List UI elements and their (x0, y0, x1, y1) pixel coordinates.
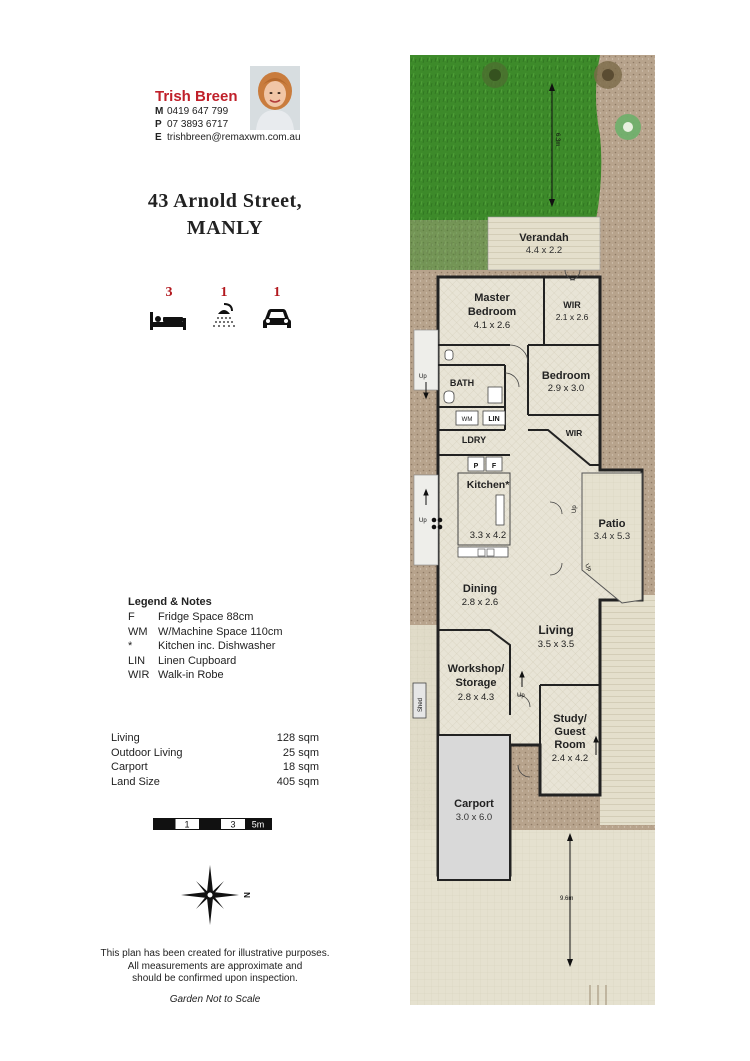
room-size: 4.1 x 2.6 (473, 320, 511, 331)
garden-note: Garden Not to Scale (169, 994, 261, 1005)
disclaimer-line: This plan has been created for illustrative purposes. (100, 948, 330, 959)
room-name: WIR (563, 300, 581, 310)
room-name: Verandah (519, 232, 569, 244)
room-size: 4.4 x 2.2 (525, 245, 563, 256)
legend-item: * Kitchen inc. Dishwasher (128, 640, 276, 653)
room-name: Workshop/ (447, 663, 505, 675)
room-name: Patio (598, 518, 626, 530)
room-size: 2.1 x 2.6 (555, 312, 589, 322)
area-row: Land Size 405 sqm (111, 775, 319, 788)
agent-name: Trish Breen (155, 88, 238, 105)
room-name: Guest (554, 726, 586, 738)
room-name: F (491, 463, 497, 470)
tree-icon (594, 61, 622, 89)
room-name: P (473, 463, 479, 470)
stair-label: Up (572, 505, 578, 513)
room-size: 2.4 x 4.2 (551, 753, 589, 764)
room-name: WIR (565, 428, 583, 438)
agent-mobile: M 0419 647 799 (155, 106, 229, 117)
tree-icon (615, 114, 641, 140)
room-name: Room (554, 739, 586, 751)
room-size: 2.8 x 2.6 (461, 597, 499, 608)
room-size: 2.8 x 4.3 (457, 692, 495, 703)
scale-label: 1 (184, 819, 190, 830)
legend-item: LIN Linen Cupboard (128, 654, 237, 667)
area-row: Carport 18 sqm (111, 761, 319, 773)
bed-icon (148, 308, 188, 332)
stair-label: Up (419, 374, 427, 380)
room-name: LIN (488, 416, 500, 423)
bathroom-count: 1 (220, 285, 228, 300)
floor-plan (410, 55, 655, 1005)
stair-label: Up (419, 518, 427, 524)
stair-label: Up (517, 693, 525, 699)
scale-label: 3 (230, 819, 236, 830)
room-size: 3.4 x 5.3 (593, 531, 631, 542)
legend-item: WIR Walk-in Robe (128, 669, 224, 682)
area-row: Living 128 sqm (111, 732, 319, 744)
room-name: Kitchen* (466, 479, 510, 491)
address-line-2: MANLY (186, 217, 264, 239)
compass-label: N (242, 892, 251, 898)
shower-icon (210, 302, 240, 332)
room-size: 2.9 x 3.0 (547, 383, 585, 394)
legend-item: WM W/Machine Space 110cm (128, 625, 283, 638)
disclaimer-line: All measurements are approximate and (127, 960, 303, 972)
car-icon (262, 306, 292, 332)
area-row: Outdoor Living 25 sqm (111, 746, 319, 759)
room-name: Study/ (553, 713, 587, 725)
room-name: Living (538, 623, 574, 637)
stair-label: Up (583, 563, 593, 573)
compass-icon (180, 864, 250, 926)
room-name: Bedroom (467, 306, 517, 318)
room-size: 3.0 x 6.0 (455, 812, 493, 823)
room-name: Bedroom (541, 370, 591, 382)
address-line-1: 43 Arnold Street, (147, 190, 303, 212)
agent-photo (250, 66, 300, 130)
dimension-label: 9.6m (560, 896, 574, 902)
dimension-label: 6.3m (554, 133, 560, 147)
tree-icon (482, 62, 508, 88)
legend-title: Legend & Notes (128, 596, 212, 608)
legend-item: F Fridge Space 88cm (128, 611, 254, 623)
scale-label: 5m (251, 819, 265, 830)
room-name: BATH (449, 378, 475, 388)
room-name: Master (474, 292, 510, 304)
disclaimer-line: should be confirmed upon inspection. (132, 973, 298, 984)
scale-bar (153, 818, 273, 831)
room-name: LDRY (461, 435, 487, 445)
legend-list (128, 610, 328, 685)
room-name: Storage (455, 677, 497, 689)
room-name: Carport (454, 798, 494, 810)
room-name: WM (461, 417, 473, 423)
room-name: Shed (418, 697, 424, 713)
agent-phone: P 07 3893 6717 (155, 119, 229, 130)
room-name: Dining (462, 583, 498, 595)
room-size: 3.3 x 4.2 (469, 530, 507, 541)
agent-email[interactable]: E trishbreen@remaxwm.com.au (155, 132, 301, 143)
car-count: 1 (273, 285, 281, 300)
room-size: 3.5 x 3.5 (537, 639, 575, 650)
bedroom-count: 3 (165, 285, 173, 300)
